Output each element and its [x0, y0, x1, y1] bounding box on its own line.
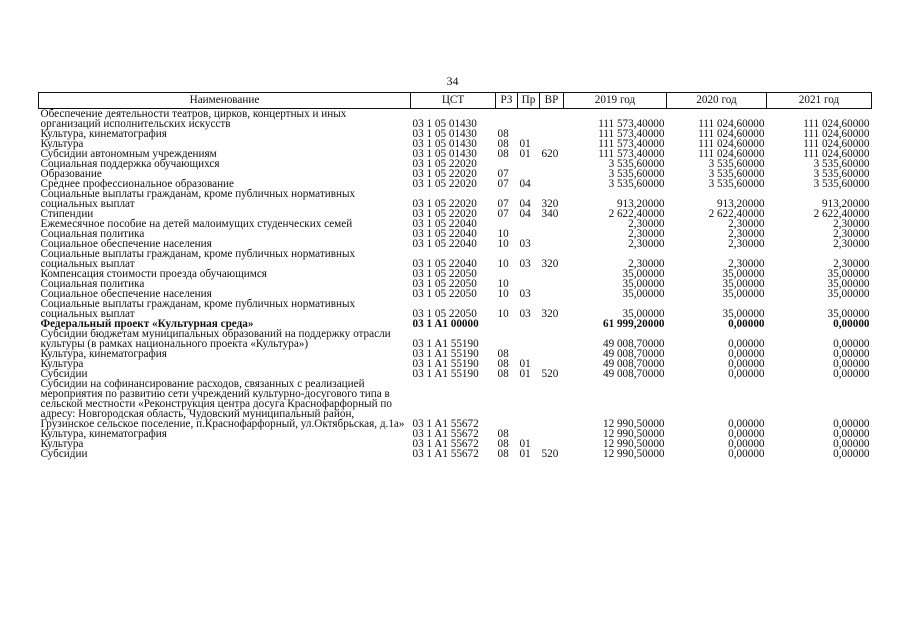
row-value-2020: 2,30000 — [728, 229, 765, 239]
table-row — [39, 129, 872, 139]
row-value-2019: 12 990,50000 — [602, 418, 665, 429]
row-value-2021: 0,00000 — [833, 429, 870, 439]
row-name: Субсидии на софинансирование расходов, связанных с реализацией мероприятия по развитию сети учреждений культурно-досугового типа в сельской местности «Реконструкция центра досуга Краснофарфорный по адресу: Новгородская область, Чудовский муниципальный район, Грузинское сельское поселение, п.Краснофарфорный, ул.Октябрьская, д.1а» — [40, 378, 405, 430]
row-value-2020: 2,30000 — [728, 239, 765, 249]
row-value-2019: 49 008,70000 — [602, 369, 665, 379]
row-rz — [496, 109, 518, 130]
row-cst: 03 1 05 22050 — [412, 279, 477, 289]
row-value-2021: 3 535,60000 — [813, 179, 870, 189]
row-name: Социальные выплаты гражданам, кроме публичных нормативных социальных выплат — [40, 248, 356, 270]
row-value-2021: 2,30000 — [833, 258, 870, 269]
row-value-2020: 0,00000 — [728, 439, 765, 449]
row-vr: 520 — [541, 369, 559, 379]
row-name: Социальная поддержка обучающихся — [40, 158, 220, 170]
row-vr — [540, 159, 564, 169]
row-rz: 10 — [497, 229, 509, 239]
row-value-2019: 12 990,50000 — [602, 449, 665, 459]
row-cst: 03 1 05 22040 — [412, 229, 477, 239]
row-rz: 10 — [497, 308, 509, 319]
row-value-2021: 0,00000 — [833, 349, 870, 359]
row-value-2019: 2,30000 — [628, 258, 665, 269]
row-value-2021: 111 024,60000 — [803, 129, 870, 139]
row-value-2020: 2 622,40000 — [708, 209, 765, 219]
row-name: Культура — [40, 138, 84, 150]
row-pr — [518, 279, 540, 289]
row-value-2021: 111 024,60000 — [803, 139, 870, 149]
table-row — [39, 269, 872, 279]
row-pr — [518, 379, 540, 429]
row-vr — [540, 359, 564, 369]
row-pr: 01 — [519, 439, 531, 449]
row-name: Субсидии автономным учреждениям — [40, 148, 217, 160]
row-value-2020: 111 024,60000 — [698, 139, 765, 149]
row-value-2021: 35,00000 — [827, 269, 870, 279]
row-value-2019: 2,30000 — [628, 239, 665, 249]
row-name: Культура — [40, 358, 84, 370]
row-pr: 03 — [519, 239, 531, 249]
row-name: Культура, кинематография — [40, 128, 167, 140]
row-pr: 03 — [519, 308, 531, 319]
row-value-2019: 3 535,60000 — [608, 159, 665, 169]
row-value-2020: 0,00000 — [728, 369, 765, 379]
row-value-2019: 49 008,70000 — [602, 349, 665, 359]
row-value-2020: 3 535,60000 — [708, 169, 765, 179]
row-pr: 03 — [519, 289, 531, 299]
row-name: Ежемесячное пособие на детей малоимущих студенческих семей — [40, 218, 353, 230]
row-pr: 01 — [519, 369, 531, 379]
row-pr — [518, 129, 540, 139]
row-name: Среднее профессиональное образование — [40, 178, 235, 190]
row-cst: 03 1 05 22020 — [412, 169, 477, 179]
row-vr: 320 — [541, 258, 559, 269]
row-value-2021: 2,30000 — [833, 219, 870, 229]
row-pr — [518, 229, 540, 239]
row-rz: 08 — [497, 139, 509, 149]
row-value-2021: 0,00000 — [833, 319, 870, 329]
row-value-2019: 49 008,70000 — [602, 359, 665, 369]
row-rz — [496, 159, 518, 169]
row-value-2019: 35,00000 — [622, 289, 665, 299]
row-vr — [540, 179, 564, 189]
row-value-2019: 2,30000 — [628, 219, 665, 229]
header-pr: Пр — [518, 93, 540, 109]
row-value-2021: 2 622,40000 — [813, 209, 870, 219]
row-value-2020: 0,00000 — [728, 418, 765, 429]
row-rz: 07 — [497, 198, 509, 209]
row-value-2021: 0,00000 — [833, 338, 870, 349]
row-rz: 08 — [497, 149, 509, 159]
table-row — [39, 299, 872, 319]
row-cst: 03 1 05 01430 — [412, 139, 477, 149]
row-value-2020: 3 535,60000 — [708, 179, 765, 189]
row-value-2019: 35,00000 — [622, 269, 665, 279]
row-rz: 10 — [497, 239, 509, 249]
row-rz: 08 — [497, 349, 509, 359]
row-value-2021: 0,00000 — [833, 418, 870, 429]
row-value-2020: 2,30000 — [728, 258, 765, 269]
row-value-2021: 0,00000 — [833, 369, 870, 379]
row-cst: 03 1 05 22040 — [412, 258, 477, 269]
row-pr: 04 — [519, 179, 531, 189]
row-vr: 320 — [541, 198, 559, 209]
row-name: Обеспечение деятельности театров, цирков, концертных и иных организаций исполнительских искусств — [40, 108, 347, 130]
row-cst: 03 1 A1 55672 — [412, 449, 479, 459]
row-vr: 340 — [541, 209, 559, 219]
row-vr — [540, 139, 564, 149]
row-pr — [518, 109, 540, 130]
row-rz: 08 — [497, 369, 509, 379]
row-rz — [496, 269, 518, 279]
row-vr — [540, 319, 564, 329]
row-vr: 520 — [541, 449, 559, 459]
row-vr — [540, 129, 564, 139]
row-cst: 03 1 A1 55672 — [412, 418, 479, 429]
row-rz — [496, 379, 518, 429]
row-cst: 03 1 A1 55190 — [412, 338, 479, 349]
table-row — [39, 359, 872, 369]
row-vr — [540, 219, 564, 229]
row-cst: 03 1 05 22050 — [412, 308, 477, 319]
row-value-2019: 61 999,20000 — [602, 319, 665, 329]
table-row — [39, 449, 872, 459]
row-name: Социальное обеспечение населения — [40, 238, 212, 250]
table-row — [39, 429, 872, 439]
row-name: Социальное обеспечение населения — [40, 288, 212, 300]
row-name: Социальная политика — [40, 278, 145, 290]
row-pr — [518, 159, 540, 169]
row-pr — [518, 429, 540, 439]
row-value-2019: 35,00000 — [622, 279, 665, 289]
row-pr: 01 — [519, 449, 531, 459]
row-pr — [518, 319, 540, 329]
row-value-2020: 2,30000 — [728, 219, 765, 229]
row-rz: 10 — [497, 279, 509, 289]
table-row — [39, 349, 872, 359]
row-vr — [540, 289, 564, 299]
row-name: Социальные выплаты гражданам, кроме публичных нормативных социальных выплат — [40, 298, 356, 320]
row-pr: 01 — [519, 359, 531, 369]
row-name: Субсидии — [40, 448, 88, 460]
row-value-2021: 0,00000 — [833, 449, 870, 459]
row-name: Субсидии бюджетам муниципальных образований на поддержку отрасли культуры (в рамках национального проекта «Культура») — [40, 328, 391, 350]
row-pr: 01 — [519, 149, 531, 159]
row-cst: 03 1 05 22020 — [412, 159, 477, 169]
table-header — [39, 93, 872, 109]
row-pr — [518, 349, 540, 359]
row-value-2021: 2,30000 — [833, 229, 870, 239]
budget-table — [38, 92, 872, 459]
row-value-2019: 12 990,50000 — [602, 429, 665, 439]
row-value-2021: 35,00000 — [827, 308, 870, 319]
row-cst: 03 1 05 01430 — [412, 118, 477, 129]
row-cst: 03 1 05 22020 — [412, 198, 477, 209]
row-value-2021: 35,00000 — [827, 279, 870, 289]
row-value-2019: 3 535,60000 — [608, 179, 665, 189]
row-value-2020: 913,20000 — [716, 198, 765, 209]
row-pr: 01 — [519, 139, 531, 149]
header-vr: ВР — [540, 93, 564, 109]
row-value-2021: 111 024,60000 — [803, 118, 870, 129]
row-name: Социальные выплаты гражданам, кроме публичных нормативных социальных выплат — [40, 188, 356, 210]
row-value-2021: 2,30000 — [833, 239, 870, 249]
row-value-2019: 2,30000 — [628, 229, 665, 239]
row-rz: 10 — [497, 289, 509, 299]
row-cst: 03 1 05 22040 — [412, 219, 477, 229]
row-value-2019: 3 535,60000 — [608, 169, 665, 179]
row-rz: 07 — [497, 209, 509, 219]
row-cst: 03 1 05 22020 — [412, 209, 477, 219]
header-name: Наименование — [39, 93, 411, 109]
table-row — [39, 329, 872, 349]
row-value-2021: 0,00000 — [833, 439, 870, 449]
row-value-2020: 0,00000 — [728, 319, 765, 329]
row-cst: 03 1 05 01430 — [412, 129, 477, 139]
row-value-2020: 0,00000 — [728, 349, 765, 359]
row-value-2019: 49 008,70000 — [602, 338, 665, 349]
row-value-2021: 3 535,60000 — [813, 169, 870, 179]
row-value-2021: 913,20000 — [821, 198, 870, 209]
table-row — [39, 189, 872, 209]
row-name: Образование — [40, 168, 102, 180]
header-cst: ЦСТ — [411, 93, 496, 109]
row-value-2019: 913,20000 — [616, 198, 665, 209]
header-2021: 2021 год — [767, 93, 872, 109]
page-number: 34 — [446, 74, 459, 88]
row-vr — [540, 269, 564, 279]
row-value-2019: 35,00000 — [622, 308, 665, 319]
row-rz: 08 — [497, 359, 509, 369]
table-row — [39, 219, 872, 229]
row-cst: 03 1 A1 55190 — [412, 369, 479, 379]
row-rz — [496, 219, 518, 229]
header-2020: 2020 год — [667, 93, 767, 109]
row-value-2019: 111 573,40000 — [598, 118, 665, 129]
row-value-2019: 2 622,40000 — [608, 209, 665, 219]
header-2019: 2019 год — [564, 93, 667, 109]
row-value-2021: 111 024,60000 — [803, 149, 870, 159]
header-row — [39, 93, 872, 109]
row-vr — [540, 239, 564, 249]
row-vr: 320 — [541, 308, 559, 319]
row-vr — [540, 229, 564, 239]
row-cst: 03 1 A1 00000 — [412, 319, 479, 329]
row-value-2020: 111 024,60000 — [698, 149, 765, 159]
table-row — [39, 159, 872, 169]
row-vr: 620 — [541, 149, 559, 159]
row-cst: 03 1 A1 55190 — [412, 349, 479, 359]
row-value-2020: 0,00000 — [728, 449, 765, 459]
row-pr — [518, 219, 540, 229]
row-rz: 10 — [497, 258, 509, 269]
row-name: Социальная политика — [40, 228, 145, 240]
row-value-2019: 111 573,40000 — [598, 149, 665, 159]
row-pr: 04 — [519, 198, 531, 209]
row-rz: 07 — [497, 179, 509, 189]
row-rz: 08 — [497, 449, 509, 459]
row-name: Культура — [40, 438, 84, 450]
row-rz: 08 — [497, 439, 509, 449]
row-pr: 04 — [519, 209, 531, 219]
row-value-2019: 12 990,50000 — [602, 439, 665, 449]
row-vr — [540, 329, 564, 349]
row-value-2020: 35,00000 — [722, 279, 765, 289]
row-rz: 08 — [497, 129, 509, 139]
header-rz: РЗ — [496, 93, 518, 109]
table-row — [39, 379, 872, 429]
row-value-2021: 3 535,60000 — [813, 159, 870, 169]
table-row — [39, 109, 872, 130]
row-rz: 08 — [497, 429, 509, 439]
row-value-2020: 111 024,60000 — [698, 118, 765, 129]
row-value-2020: 111 024,60000 — [698, 129, 765, 139]
row-value-2019: 111 573,40000 — [598, 129, 665, 139]
row-cst: 03 1 A1 55672 — [412, 429, 479, 439]
row-vr — [540, 109, 564, 130]
row-name: Федеральный проект «Культурная среда» — [40, 318, 254, 330]
row-value-2020: 3 535,60000 — [708, 159, 765, 169]
row-value-2020: 35,00000 — [722, 308, 765, 319]
row-value-2021: 0,00000 — [833, 359, 870, 369]
row-value-2020: 0,00000 — [728, 338, 765, 349]
row-name: Культура, кинематография — [40, 348, 167, 360]
row-value-2020: 0,00000 — [728, 359, 765, 369]
row-rz: 07 — [497, 169, 509, 179]
row-vr — [540, 169, 564, 179]
row-value-2020: 35,00000 — [722, 289, 765, 299]
row-cst: 03 1 05 22050 — [412, 269, 477, 279]
row-cst: 03 1 05 22040 — [412, 239, 477, 249]
row-vr — [540, 279, 564, 289]
row-value-2020: 0,00000 — [728, 429, 765, 439]
row-cst: 03 1 05 01430 — [412, 149, 477, 159]
row-cst: 03 1 A1 55672 — [412, 439, 479, 449]
table-row — [39, 249, 872, 269]
row-cst: 03 1 05 22050 — [412, 289, 477, 299]
row-pr — [518, 169, 540, 179]
row-value-2021: 35,00000 — [827, 289, 870, 299]
row-name: Компенсация стоимости проезда обучающимся — [40, 268, 267, 280]
row-cst: 03 1 05 22020 — [412, 179, 477, 189]
row-pr — [518, 329, 540, 349]
row-vr — [540, 439, 564, 449]
row-name: Субсидии — [40, 368, 88, 380]
row-pr: 03 — [519, 258, 531, 269]
row-cst: 03 1 A1 55190 — [412, 359, 479, 369]
row-name: Культура, кинематография — [40, 428, 167, 440]
row-name: Стипендии — [40, 208, 94, 220]
table-row — [39, 439, 872, 449]
row-rz — [496, 319, 518, 329]
row-rz — [496, 329, 518, 349]
row-value-2020: 35,00000 — [722, 269, 765, 279]
row-vr — [540, 429, 564, 439]
row-pr — [518, 269, 540, 279]
row-vr — [540, 349, 564, 359]
table-body — [39, 109, 872, 460]
row-value-2019: 111 573,40000 — [598, 139, 665, 149]
row-vr — [540, 379, 564, 429]
